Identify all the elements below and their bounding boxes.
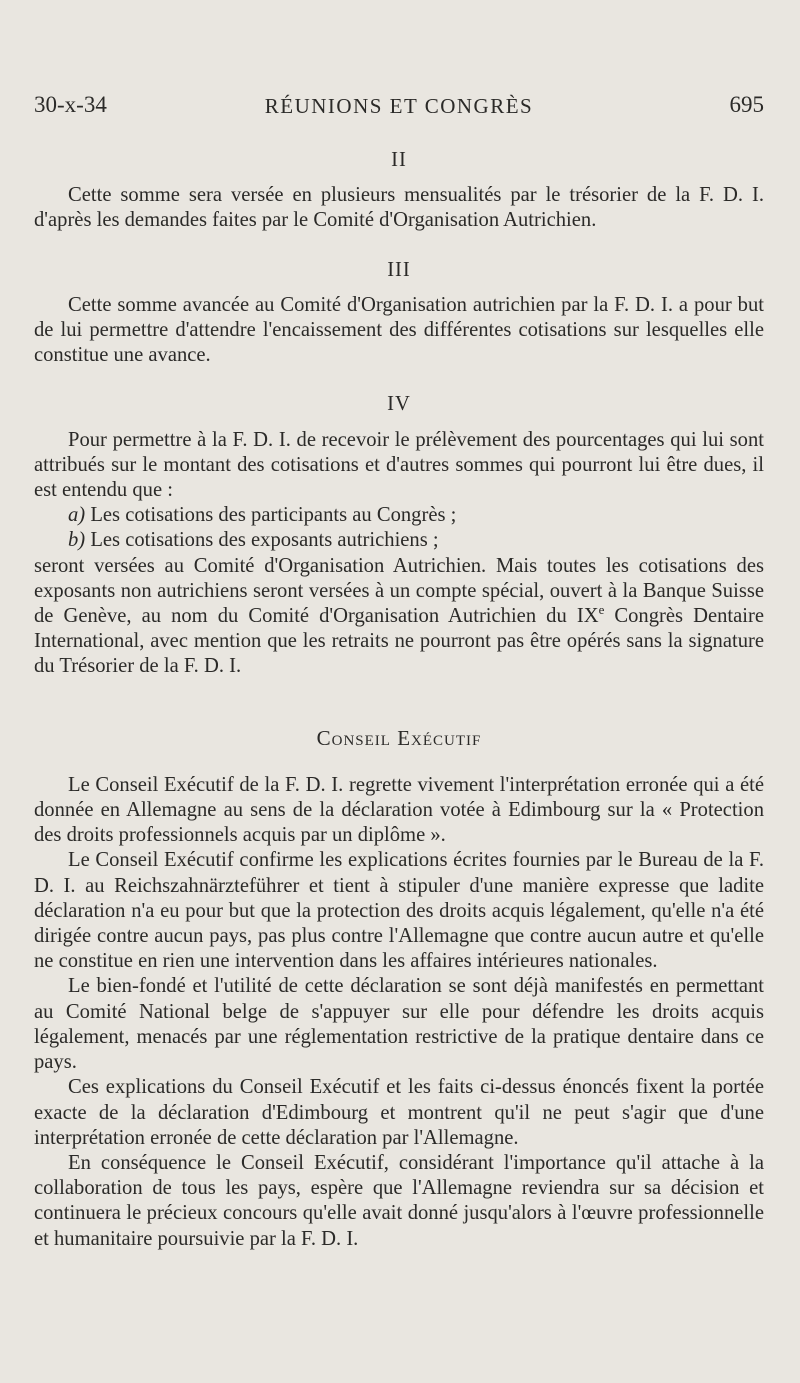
superscript-e: e <box>598 602 605 618</box>
conseil-executif-title: Conseil Exécutif <box>316 725 482 750</box>
list-text-b: Les cotisations des exposants autrichiens ; <box>90 529 439 552</box>
list-item-b <box>34 528 764 553</box>
conclusion-part-2: Congrès Dentaire International, avec mention que les retraits ne pourront pas être opérés sans la signature du Trésorier de la F. D. I. <box>34 605 764 678</box>
header-date: 30-x-34 <box>34 92 107 117</box>
conseil-paragraph-1: Le Conseil Exécutif de la F. D. I. regrette vivement l'interprétation erronée qui a été donnée en Allemagne au sens de la déclaration votée à Edimbourg sur la « Protection des droits professionnels acquis par un diplôme ». <box>34 773 764 847</box>
header-title: RÉUNIONS ET CONGRÈS <box>264 94 534 118</box>
conseil-paragraph-4: Ces explications du Conseil Exécutif et les faits ci-dessus énoncés fixent la portée exacte de la déclaration d'Edimbourg et montrent qu'il ne peut s'agir que d'une interprétation erronée de cette déclaration par l'Allemagne. <box>34 1076 764 1149</box>
conclusion-part-1: seront versées au Comité d'Organisation Autrichien. Mais toutes les cotisations des exposants non autrichiens seront versées à un compte spécial, ouvert à la Banque Suisse de Genève, au nom du Comité d'Organisation Autrichien du IX <box>34 554 764 628</box>
document-body <box>34 140 764 1252</box>
section-number-3: III <box>387 258 411 281</box>
list-label-a: a) <box>68 504 86 527</box>
section-4-intro: Pour permettre à la F. D. I. de recevoir le prélèvement des pourcentages qui lui sont attribués sur le montant des cotisations et d'autres sommes qui pourront lui être dues, il est entendu que : <box>34 428 764 502</box>
section-4-conclusion <box>34 554 764 680</box>
section-number-2: II <box>391 149 407 171</box>
section-number-4: IV <box>387 393 411 416</box>
list-label-b: b) <box>68 529 86 552</box>
page-number: 695 <box>729 92 764 117</box>
list-text-a: Les cotisations des participants au Congrès ; <box>90 504 457 527</box>
conseil-paragraph-2: Le Conseil Exécutif confirme les explications écrites fournies par le Bureau de la F. D. I. au Reichszahnärzteführer et tient à stipuler d'une manière expresse que ladite déclaration n'a eu pour but que la protection des droits acquis légalement, qu'elle n'a été dirigée contre aucun pays, pas plus contre l'Allemagne que contre aucun autre et qu'elle ne constitue en rien une intervention dans les affaires intérieures nationales. <box>34 849 764 973</box>
conseil-paragraph-3: Le bien-fondé et l'utilité de cette déclaration se sont déjà manifestés en permettant au Comité National belge de s'appuyer sur elle pour défendre les droits acquis légalement, menacés par une réglementation restrictive de la pratique dentaire dans ce pays. <box>34 975 764 1074</box>
section-3-text: Cette somme avancée au Comité d'Organisation autrichien par la F. D. I. a pour but de lui permettre d'attendre l'encaissement des différentes cotisations sur lesquelles elle constitue une avance. <box>34 293 764 367</box>
list-item-a <box>34 503 764 528</box>
section-2-text: Cette somme sera versée en plusieurs mensualités par le trésorier de la F. D. I. d'après les demandes faites par le Comité d'Organisation Autrichien. <box>34 184 764 232</box>
conseil-paragraph-5: En conséquence le Conseil Exécutif, considérant l'importance qu'il attache à la collaboration de tous les pays, espère que l'Allemagne reviendra sur sa décision et continuera le précieux concours qu'elle avait donné jusqu'alors à l'œuvre professionnelle et humanitaire poursuivie par la F. D. I. <box>34 1151 764 1250</box>
running-header <box>34 92 764 124</box>
